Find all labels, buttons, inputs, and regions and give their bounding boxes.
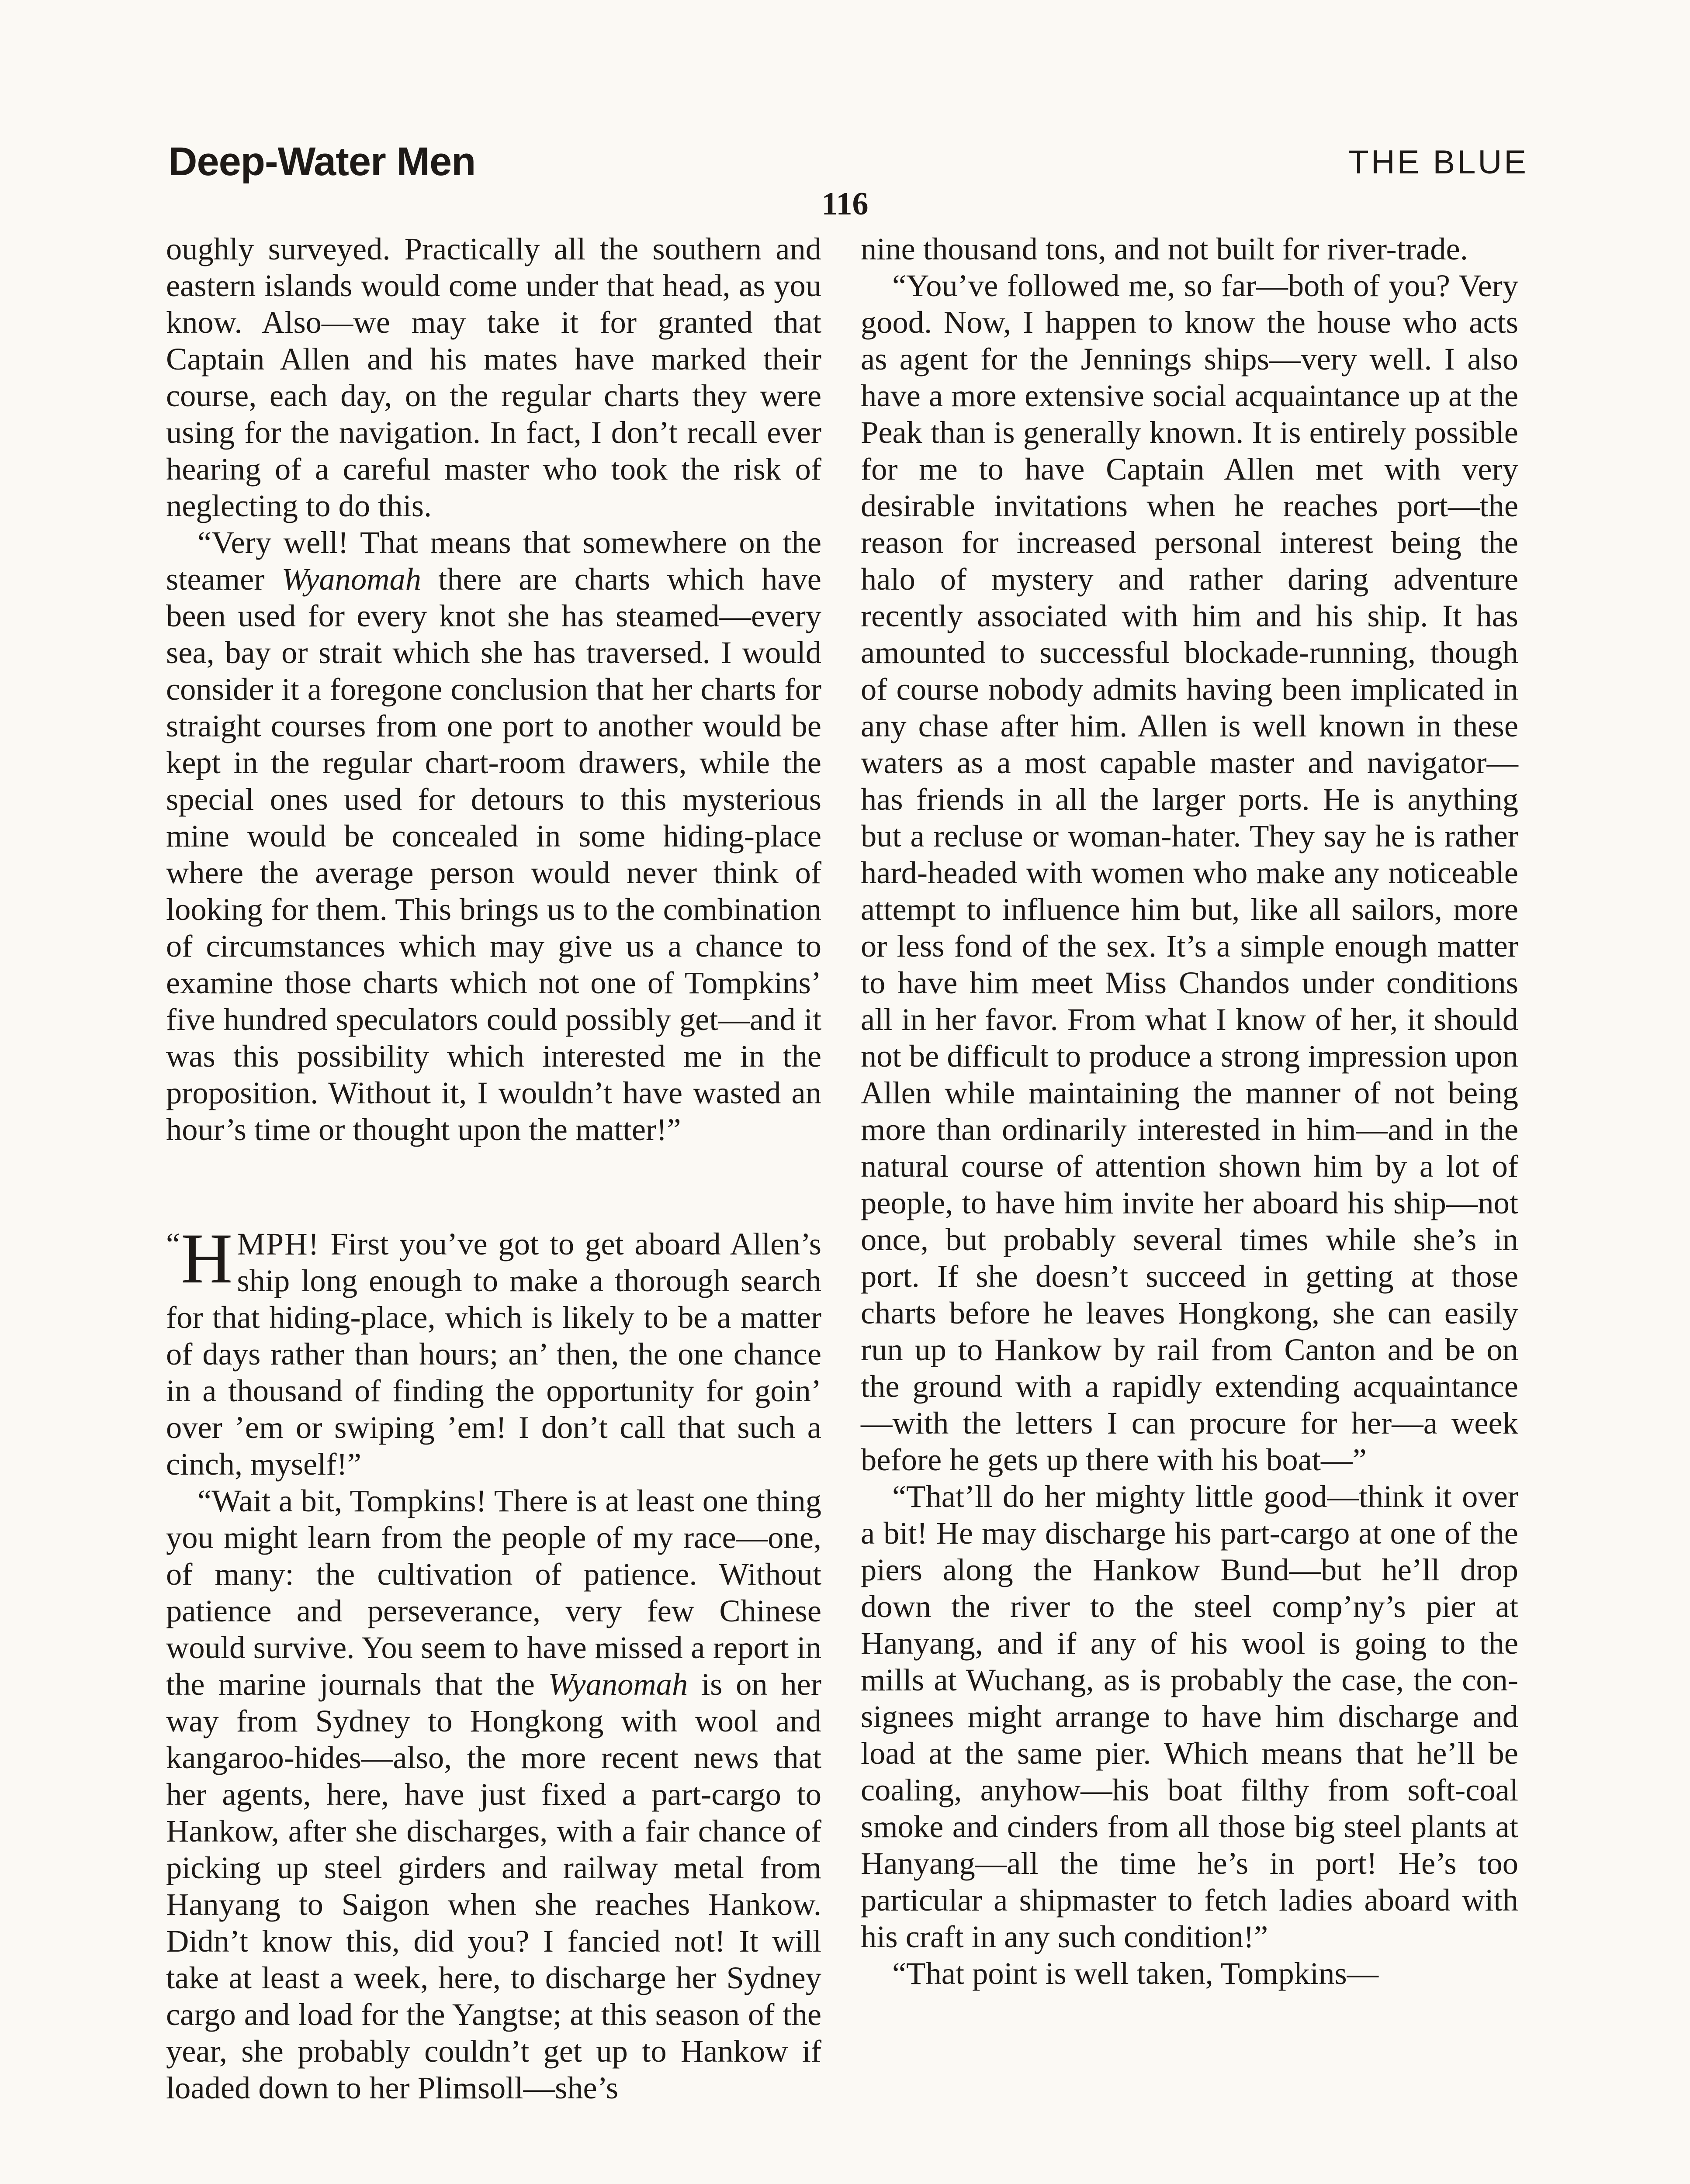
left-column <box>166 231 821 2106</box>
ship-name: Wyanomah <box>548 1666 688 1702</box>
opening-quote: “ <box>166 1227 180 1261</box>
paragraph-text: is on her way from Sydney to Hongkong with wool and kangaroo-hides—also, the more recent news that her agents, here, have just fixed a part-cargo to Hankow, after she discharges, with a fair chance of picking up steel girders and railway metal from Hanyang to Saigon when she reaches Hankow. Didn’t know this, did you? I fancied not! It will take at least a week, here, to discharge her Sydney cargo and load for the Yangtse; at this season of the year, she probably couldn’t get up to Hankow if loaded down to her Plimsoll—she’s <box>166 1666 821 2105</box>
right-column <box>861 231 1518 1992</box>
paragraph-text: “Wait a bit, Tompkins! There is at least one thing you might learn from the people of my race—one, of many: the cultivation of patience. Without patience and perseverance, very few Chinese would survive. You seem to have missed a report in the marine journals that the <box>166 1483 821 1702</box>
paragraph-text: First you’ve got to get aboard Allen’s ship long enough to make a thorough search for that hiding-place, which is likely to be a matter of days rather than hours; an’ then, the one chance in a thousand of finding the opportunity for goin’ over ’em or swiping ’em! I don’t call that such a cinch, myself!” <box>166 1226 821 1482</box>
story-title: Deep-Water Men <box>168 139 476 184</box>
ship-name: Wyanomah <box>281 561 422 597</box>
small-caps-lead: MPH! <box>237 1226 320 1261</box>
drop-cap: H <box>180 1219 233 1298</box>
paragraph: “You’ve followed me, so far—both of you? Very good. Now, I happen to know the house who acts as agent for the Jennings ships—very well. I also have a more extensive social acquaintance up at the Peak than is generally known. It is entirely possible for me to have Captain Allen met with very desirable invitations when he reaches port—the reason for increased personal interest being the halo of mystery and rather daring adventure recently associated with him and his ship. It has amounted to successful blockade-running, though of course nobody admits having been implicated in any chase after him. Allen is well known in these waters as a most capable master and navigator—has friends in all the larger ports. He is anything but a recluse or woman-hater. They say he is rather hard-headed with women who make any noticeable attempt to influence him but, like all sailors, more or less fond of the sex. It’s a simple enough matter to have him meet Miss Chandos under conditions all in her favor. From what I know of her, it should not be difficult to produce a strong impression upon Allen while maintaining the manner of not being more than ordinarily interested in him—and in the natural course of attention shown him by a lot of people, to have him invite her aboard his ship—not once, but probably several times while she’s in port. If she doesn’t succeed in getting at those charts before he leaves Hongkong, she can easily run up to Hankow by rail from Canton and be on the ground with a rapidly extending acquaintance—with the letters I can procure for her—a week before he gets up there with his boat—” <box>861 268 1518 1477</box>
section-opening-paragraph <box>166 1219 821 1482</box>
paragraph <box>166 1482 821 2106</box>
page-number: 116 <box>821 186 869 222</box>
paragraph-text: there are charts which have been used for every knot she has steamed—every sea, bay or strait which she has traversed. I would consider it a foregone conclusion that her charts for straight courses from one port to another would be kept in the regular chart-room drawers, while the special ones used for detours to this mysterious mine would be concealed in some hiding-place where the average person would never think of looking for them. This brings us to the combination of circumstances which may give us a chance to examine those charts which not one of Tompkins’ five hundred speculators could possibly get—and it was this possibility which interested me in the proposition. Without it, I wouldn’t have wasted an hour’s time or thought upon the matter!” <box>166 561 821 1147</box>
paragraph: oughly surveyed. Practically all the southern and eastern islands would come under that head, as you know. Also—we may take it for granted that Captain Allen and his mates have marked their course, each day, on the regular charts they were using for the navigation. In fact, I don’t recall ever hearing of a careful master who took the risk of neglecting to do this. <box>166 231 821 523</box>
paragraph: nine thousand tons, and not built for river-trade. <box>861 231 1468 266</box>
paragraph <box>166 524 821 1148</box>
paragraph: “That’ll do her mighty little good—think it over a bit! He may discharge his part-cargo at one of the piers along the Hankow Bund—but he’ll drop down the river to the steel comp’ny’s pier at Hanyang, and if any of his wool is going to the mills at Wuchang, as is probably the case, the consignees might arrange to have him discharge and load at the same pier. Which means that he’ll be coaling, anyhow—his boat filthy from soft-coal smoke and cinders from all those big steel plants at Hanyang—all the time he’s in port! He’s too particular a shipmaster to fetch ladies aboard with his craft in any such condition!” <box>861 1479 1518 1954</box>
paragraph-text: “Very well! That means that somewhere on the steamer <box>166 525 821 597</box>
paragraph: “That point is well taken, Tompkins— <box>892 1956 1379 1991</box>
magazine-title: THE BLUE <box>1348 144 1528 181</box>
